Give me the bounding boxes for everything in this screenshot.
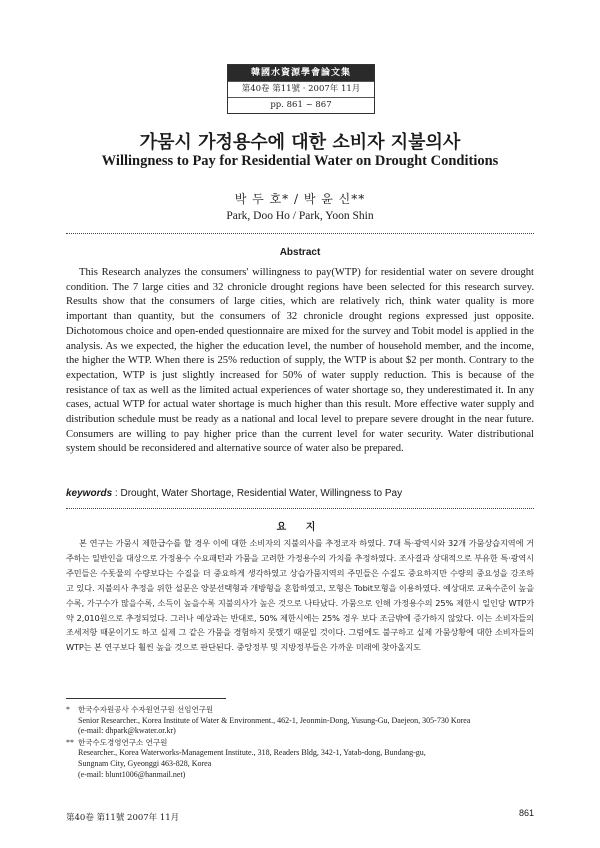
footnote-2-affiliation-en-2: Sungnam City, Gyeonggi 463-828, Korea: [78, 758, 212, 768]
footnote-2-affiliation-en-1: Researcher., Korea Waterworks-Management Institute., 318, Readers Bldg, 342-1, Yatab-dong, Bundang-gu,: [78, 748, 426, 758]
footnote-1-email: (e-mail: dhpark@kwater.or.kr): [78, 726, 176, 736]
journal-volume-issue: 第40卷 第11號 · 2007年 11月: [228, 81, 374, 97]
footnote-1-affiliation-en: Senior Researcher., Korea Institute of Water & Environment., 462-1, Jeonmin-Dong, Yusung-Gu, Daejeon, 305-730 Korea: [78, 715, 471, 725]
abstract-text: This Research analyzes the consumers' willingness to pay(WTP) for residential water on severe drought condition. The 7 large cities and 32 chronicle drought regions have been selected for this research survey. Results show that the consumers of large cities, which are relatively rich, think water quality is more important than quantity, but the consumers of 32 chronicle drought regions expressed just opposite. Dichotomous choice and open-ended questionnaire are mixed for the survey and Tobit model is applied in the analysis. As we expected, the higher the education level, the number of household member, and the income, the higher the WTP. When there is 25% reduction of supply, the WTP is about $2 per month. Contrary to the expectation, WTP is just slightly increased for 50% of water supply reduction. This is because of the resistance of tax as well as the limited actual experiences of water shortage so, they underestimated it. In any cases, actual WTP for actual water shortage is much higher than this result. More effective water supply and distribution schedule must be ready as a national and local level to prepare severe drought in the near future. Consumers are willing to pay higher price than the current level for water security. Water distributional system should be reconsidered and alternative source of water also be prepared.: [66, 267, 534, 455]
paper-title-english: Willingness to Pay for Residential Water on Drought Conditions: [101, 153, 499, 169]
footnote-1-mark: *: [66, 705, 70, 714]
keywords-separator: :: [112, 488, 121, 499]
authors-english: Park, Doo Ho / Park, Yoon Shin: [226, 210, 374, 222]
keywords-divider: [66, 508, 534, 509]
footnote-2-email: (e-mail: blunt1006@hanmail.net): [78, 769, 186, 779]
footnote-rule: [66, 698, 226, 699]
footer-journal-issue: 第40卷 第11號 2007年 11月: [66, 813, 180, 823]
journal-info-box: [227, 64, 375, 114]
authors-korean: 박 두 호* / 박 윤 신**: [234, 192, 366, 206]
footnote-2: [66, 738, 534, 780]
paper-title-korean: 가뭄시 가정용수에 대한 소비자 지불의사: [139, 132, 461, 153]
journal-name: 韓國水資源學會論文集: [228, 65, 374, 81]
summary-text: 본 연구는 가뭄시 제한급수를 할 경우 이에 대한 소비자의 지불의사를 추정코자 하였다. 7대 특·광역시와 32개 가뭄상습지역에 거주하는 일반인을 대상으로 가정용수 수요패턴과 가뭄을 고려한 가정용수의 가치를 추정하였다. 조사결과 상대적으로 부유한 특·광역시 주민들은 수돗물의 수량보다는 수질을 더 중요하게 생각하였고 상습가뭄지역의 주민들은 수질도 중요하지만 수량의 중요성을 강조하고 있다. 지불의사 추정을 위한 설문은 양분선택형과 개방형을 혼합하였고, 모형은 Tobit모형을 이용하였다. 예상대로 교육수준이 높을수록, 가구수가 많을수록, 소득이 높을수록 지불의사가 높은 것으로 나타났다. 가뭄으로 인해 가정용수의 25% 제한시 일인당 WTP가 약 2,010원으로 추정되었다. 그러나 예상과는 반대로, 50% 제한시에는 25% 경우 보다 조금밖에 증가하지 않았다. 이는 소비자들의 조세저항 때문이기도 하고 실제 그 같은 가뭄을 경험하지 못했기 때문일 것이다. 그럼에도 불구하고 실제 가뭄상황에 대한 소비자들의 WTP는 본 연구보다 훨씬 높을 것으로 판단된다. 중앙정부 및 지방정부들은 가까운 미래에 찾아올지도: [66, 538, 534, 653]
abstract-heading: Abstract: [279, 247, 321, 258]
footnote-2-affiliation-ko: 한국수도경영연구소 연구원: [78, 737, 168, 747]
keywords-label: keywords: [66, 488, 113, 499]
keywords-text: Drought, Water Shortage, Residential Water, Willingness to Pay: [120, 488, 403, 499]
keywords: [66, 488, 534, 499]
footnote-2-mark: **: [66, 737, 74, 747]
journal-pages: pp. 861 ~ 867: [228, 97, 374, 113]
footnote-1: [66, 705, 534, 737]
summary-heading: 요 지: [276, 522, 324, 533]
header-divider: [66, 233, 534, 234]
footnotes: [66, 705, 534, 780]
page-number: 861: [518, 808, 534, 818]
footnote-1-affiliation-ko: 한국수자원공사 수자원연구원 선임연구원: [78, 705, 214, 714]
